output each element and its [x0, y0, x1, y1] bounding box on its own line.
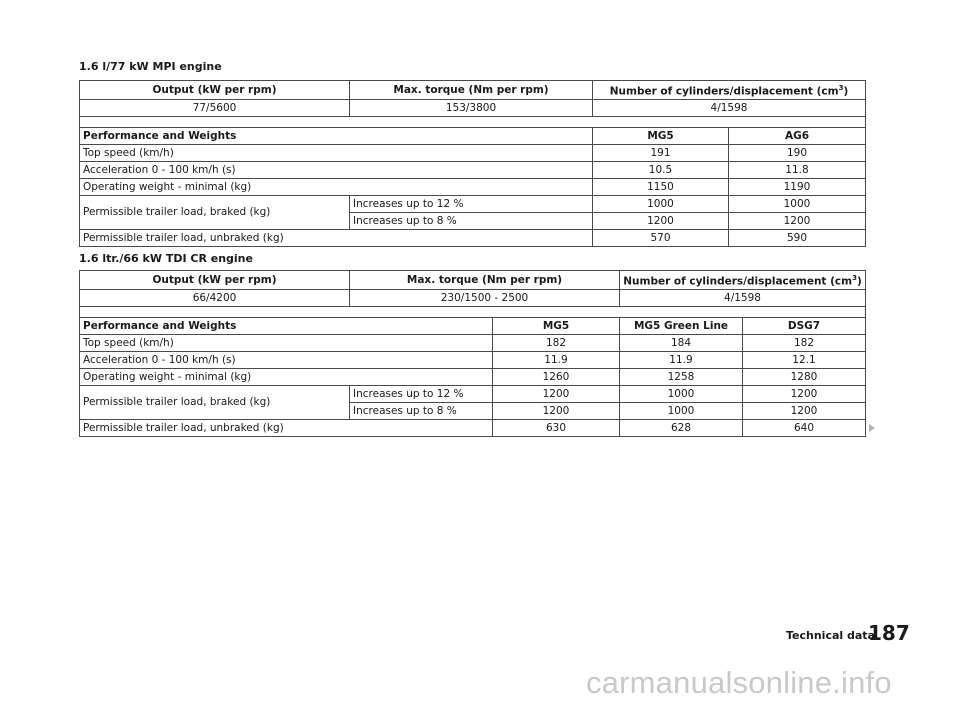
- perf-header-row: [80, 317, 866, 334]
- table-row: [80, 178, 866, 195]
- value-cylinders: 4/1598: [620, 289, 866, 306]
- value-output: 77/5600: [80, 99, 350, 116]
- table-row: [80, 229, 866, 246]
- table-row: [80, 195, 866, 212]
- table-row: [80, 161, 866, 178]
- cell-value: 190: [729, 144, 866, 161]
- cell-value: 1200: [743, 385, 866, 402]
- header-output: Output (kW per rpm): [80, 271, 350, 290]
- header-torque: Max. torque (Nm per rpm): [350, 271, 620, 290]
- value-torque: 153/3800: [350, 99, 593, 116]
- row-label: Acceleration 0 - 100 km/h (s): [80, 351, 493, 368]
- cell-value: 1200: [743, 402, 866, 419]
- table-spacer: [80, 116, 866, 127]
- spec-table-mpi: [79, 80, 866, 247]
- perf-header: Performance and Weights: [80, 317, 493, 334]
- cell-value: 184: [620, 334, 743, 351]
- cell-value: 12.1: [743, 351, 866, 368]
- cell-value: 11.9: [620, 351, 743, 368]
- cell-value: 1000: [593, 195, 729, 212]
- row-label: Top speed (km/h): [80, 144, 593, 161]
- trailer-sub-label: Increases up to 8 %: [350, 212, 593, 229]
- engine-header-row: [80, 271, 866, 290]
- cell-value: 640: [743, 419, 866, 436]
- cell-value: 1150: [593, 178, 729, 195]
- section-title-mpi: 1.6 l/77 kW MPI engine: [79, 60, 222, 73]
- engine-values-row: [80, 99, 866, 116]
- trailer-braked-label: Permissible trailer load, braked (kg): [80, 385, 350, 419]
- value-cylinders: 4/1598: [593, 99, 866, 116]
- value-torque: 230/1500 - 2500: [350, 289, 620, 306]
- cell-value: 1200: [593, 212, 729, 229]
- cell-value: 1280: [743, 368, 866, 385]
- header-torque: Max. torque (Nm per rpm): [350, 81, 593, 100]
- table-row: [80, 144, 866, 161]
- cell-value: 1200: [493, 385, 620, 402]
- section-title-tdi: 1.6 ltr./66 kW TDI CR engine: [79, 252, 253, 265]
- cell-value: 1200: [493, 402, 620, 419]
- cell-value: 570: [593, 229, 729, 246]
- trailer-sub-label: Increases up to 12 %: [350, 385, 493, 402]
- continue-arrow-icon: [869, 424, 875, 432]
- table-spacer: [80, 306, 866, 317]
- variant-header: MG5: [493, 317, 620, 334]
- table-row: [80, 351, 866, 368]
- variant-header: DSG7: [743, 317, 866, 334]
- cell-value: 1190: [729, 178, 866, 195]
- variant-header: MG5 Green Line: [620, 317, 743, 334]
- engine-header-row: [80, 81, 866, 100]
- cell-value: 630: [493, 419, 620, 436]
- cell-value: 11.8: [729, 161, 866, 178]
- trailer-sub-label: Increases up to 12 %: [350, 195, 593, 212]
- row-label: Permissible trailer load, unbraked (kg): [80, 419, 493, 436]
- table-row: [80, 334, 866, 351]
- cell-value: 628: [620, 419, 743, 436]
- table-row: [80, 385, 866, 402]
- cell-value: 11.9: [493, 351, 620, 368]
- row-label: Permissible trailer load, unbraked (kg): [80, 229, 593, 246]
- table-row: [80, 368, 866, 385]
- cell-value: 182: [493, 334, 620, 351]
- trailer-sub-label: Increases up to 8 %: [350, 402, 493, 419]
- row-label: Acceleration 0 - 100 km/h (s): [80, 161, 593, 178]
- row-label: Operating weight - minimal (kg): [80, 368, 493, 385]
- cell-value: 191: [593, 144, 729, 161]
- row-label: Operating weight - minimal (kg): [80, 178, 593, 195]
- variant-header: AG6: [729, 127, 866, 144]
- row-label: Top speed (km/h): [80, 334, 493, 351]
- cell-value: 1260: [493, 368, 620, 385]
- cell-value: 1200: [729, 212, 866, 229]
- cell-value: 1000: [620, 402, 743, 419]
- page-number: 187: [868, 621, 910, 645]
- header-cylinders: Number of cylinders/displacement $(cm^3)$: [620, 271, 866, 290]
- footer-section-label: Technical data: [786, 629, 875, 642]
- trailer-braked-label: Permissible trailer load, braked (kg): [80, 195, 350, 229]
- table-row: [80, 419, 866, 436]
- perf-header-row: [80, 127, 866, 144]
- watermark: carmanualsonline.info: [586, 665, 892, 700]
- header-output: Output (kW per rpm): [80, 81, 350, 100]
- header-cylinders: Number of cylinders/displacement $(cm^3)$: [593, 81, 866, 100]
- cell-value: 10.5: [593, 161, 729, 178]
- cell-value: 1258: [620, 368, 743, 385]
- cell-value: 1000: [620, 385, 743, 402]
- variant-header: MG5: [593, 127, 729, 144]
- engine-values-row: [80, 289, 866, 306]
- cell-value: 182: [743, 334, 866, 351]
- cell-value: 1000: [729, 195, 866, 212]
- spec-table-tdi: [79, 270, 866, 437]
- cell-value: 590: [729, 229, 866, 246]
- value-output: 66/4200: [80, 289, 350, 306]
- perf-header: Performance and Weights: [80, 127, 593, 144]
